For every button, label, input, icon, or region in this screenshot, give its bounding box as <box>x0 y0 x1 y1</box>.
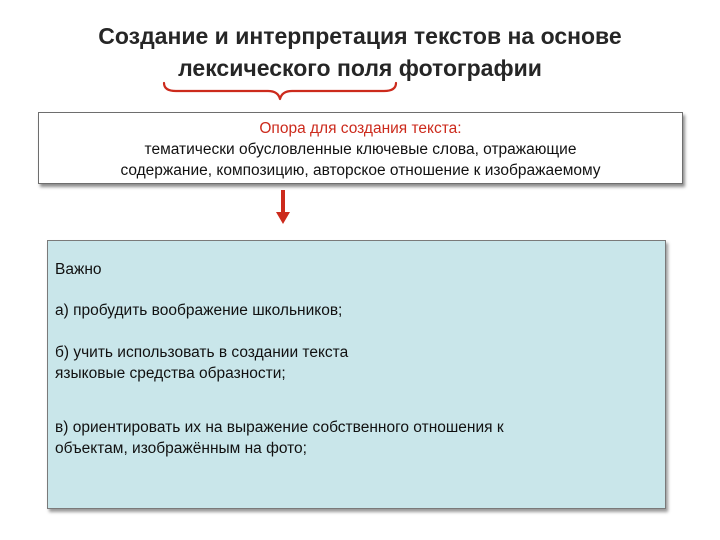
item-a-text: а) пробудить воображение школьников; <box>55 302 343 319</box>
important-item-c <box>55 417 665 459</box>
title-line-2: лексического поля фотографии <box>178 55 542 81</box>
item-b-line-1: б) учить использовать в создании текста <box>55 344 349 361</box>
item-b-line-2: языковые средства образности; <box>55 365 286 382</box>
important-item-b <box>55 342 665 384</box>
title-line-1: Создание и интерпретация текстов на основе <box>98 23 622 49</box>
important-box <box>47 240 666 509</box>
slide-title <box>60 20 660 84</box>
support-line-2: содержание, композицию, авторское отношение к изображаемому <box>120 162 601 179</box>
support-box <box>38 112 683 184</box>
support-heading: Опора для создания текста: <box>259 120 462 137</box>
item-c-line-1: в) ориентировать их на выражение собственного отношения к <box>55 419 504 436</box>
important-item-a <box>55 300 665 321</box>
support-text <box>39 139 682 181</box>
support-line-1: тематически обусловленные ключевые слова, отражающие <box>144 141 577 158</box>
curly-brace-icon <box>160 80 400 102</box>
important-heading: Важно <box>55 261 102 278</box>
item-c-line-2: объектам, изображённым на фото; <box>55 440 307 457</box>
down-arrow-icon <box>275 190 291 226</box>
